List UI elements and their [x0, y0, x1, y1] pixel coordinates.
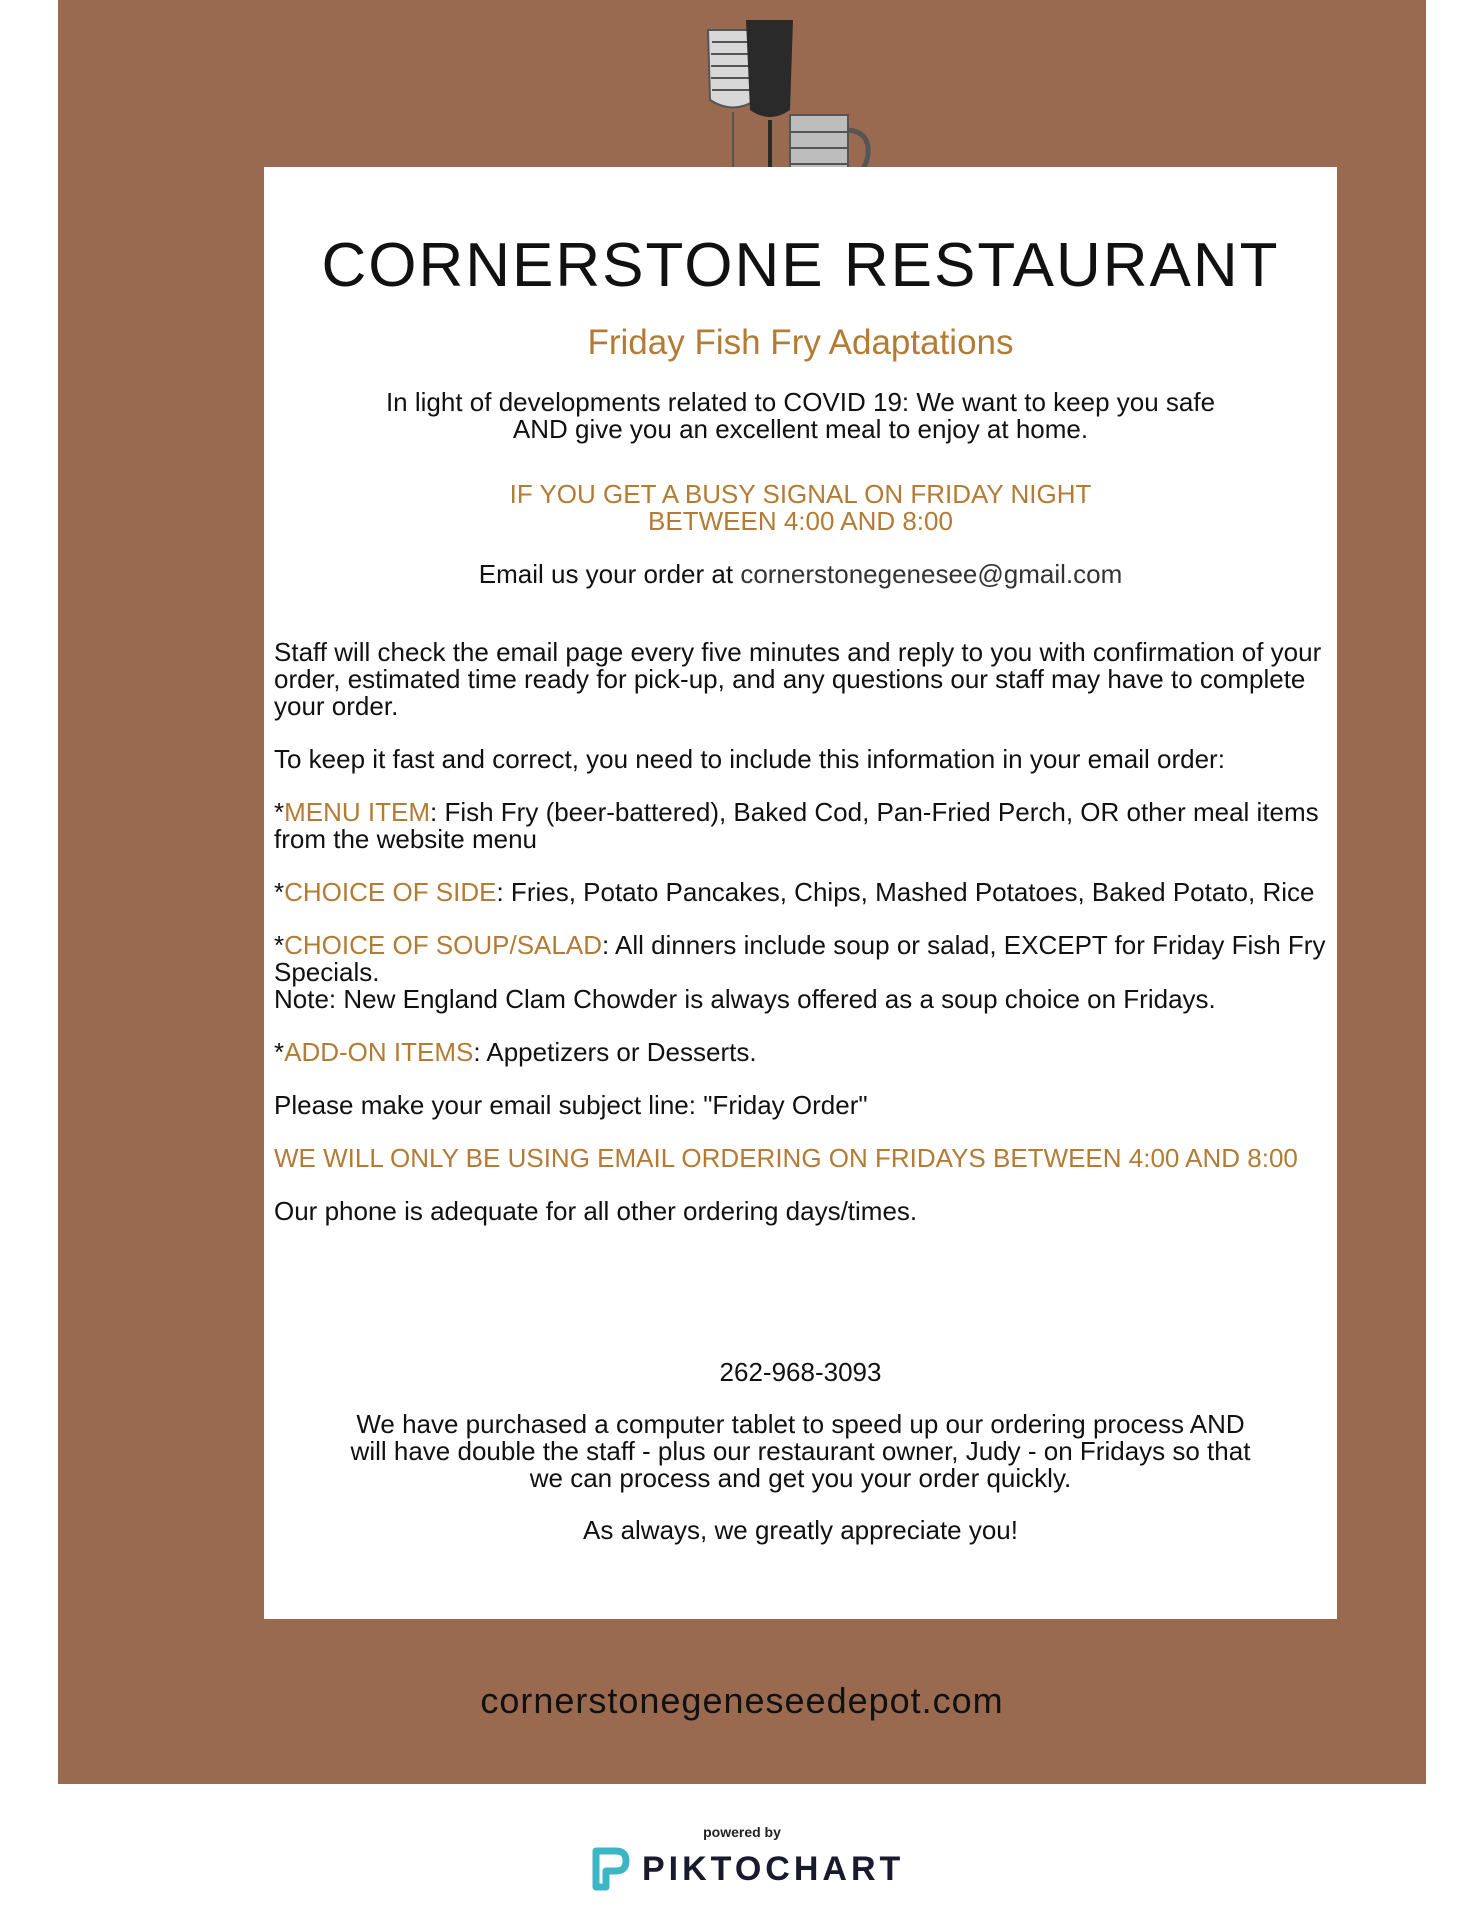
closing-line: will have double the staff - plus our restaurant owner, Judy - on Fridays so that	[350, 1436, 1251, 1466]
thanks-text: As always, we greatly appreciate you!	[583, 1515, 1018, 1545]
email-only-notice: WE WILL ONLY BE USING EMAIL ORDERING ON FRIDAYS BETWEEN 4:00 AND 8:00	[274, 1143, 1298, 1173]
busy-line: BETWEEN 4:00 AND 8:00	[648, 506, 953, 536]
side-paragraph: *CHOICE OF SIDE: Fries, Potato Pancakes, Chips, Mashed Potatoes, Baked Potato, Rice	[274, 877, 1315, 907]
soup-label: CHOICE OF SOUP/SALAD	[284, 930, 602, 960]
intro-text	[304, 389, 1297, 443]
content-card	[264, 167, 1337, 1619]
menu-item-text: : Fish Fry (beer-battered), Baked Cod, Pan-Fried Perch, OR other meal items from the website menu	[274, 797, 1319, 854]
email-line	[264, 559, 1337, 589]
website-link[interactable]: cornerstonegeneseedepot.com	[480, 1680, 1004, 1721]
soup-note: Note: New England Clam Chowder is always offered as a soup choice on Fridays.	[274, 984, 1216, 1014]
busy-line: IF YOU GET A BUSY SIGNAL ON FRIDAY NIGHT	[509, 479, 1092, 509]
instructions	[274, 639, 1331, 1251]
page-title: CORNERSTONE RESTAURANT	[321, 231, 1280, 300]
closing-line: We have purchased a computer tablet to speed up our ordering process AND	[356, 1409, 1245, 1439]
subject-paragraph: Please make your email subject line: "Friday Order"	[274, 1090, 868, 1120]
phone-number[interactable]: 262-968-3093	[719, 1357, 882, 1387]
subtitle: Friday Fish Fry Adaptations	[587, 323, 1014, 362]
poster-background	[58, 0, 1426, 1784]
closing-line: we can process and get you your order quickly.	[529, 1463, 1072, 1493]
powered-by-text: powered by	[703, 1824, 781, 1840]
closing-paragraph	[284, 1411, 1317, 1492]
piktochart-logo[interactable]	[592, 1846, 904, 1892]
email-prefix: Email us your order at	[478, 559, 734, 589]
soup-paragraph: *CHOICE OF SOUP/SALAD: All dinners include soup or salad, EXCEPT for Friday Fish Fry Specials. Note: New England Clam Chowder is always offered as a soup choice on Fridays.	[274, 930, 1326, 1014]
intro-line: In light of developments related to COVID 19: We want to keep you safe	[385, 387, 1216, 417]
busy-signal-notice	[304, 481, 1297, 535]
intro-line: AND give you an excellent meal to enjoy at home.	[512, 414, 1089, 444]
menu-item-paragraph: *MENU ITEM: Fish Fry (beer-battered), Baked Cod, Pan-Fried Perch, OR other meal items from the website menu	[274, 797, 1319, 854]
addon-text: : Appetizers or Desserts.	[473, 1037, 757, 1067]
addon-paragraph: *ADD-ON ITEMS: Appetizers or Desserts.	[274, 1037, 757, 1067]
soup-text: : All dinners include soup or salad, EXCEPT for Friday Fish Fry Specials.	[274, 930, 1326, 987]
keep-fast-paragraph: To keep it fast and correct, you need to include this information in your email order:	[274, 744, 1225, 774]
menu-item-label: MENU ITEM	[284, 797, 431, 827]
phone-note: Our phone is adequate for all other ordering days/times.	[274, 1196, 918, 1226]
side-label: CHOICE OF SIDE	[284, 877, 497, 907]
addon-label: ADD-ON ITEMS	[284, 1037, 474, 1067]
email-address-link[interactable]: cornerstonegenesee@gmail.com	[740, 559, 1123, 589]
side-text: : Fries, Potato Pancakes, Chips, Mashed Potatoes, Baked Potato, Rice	[496, 877, 1315, 907]
piktochart-logo-icon	[592, 1847, 630, 1891]
piktochart-brand: PIKTOCHART	[642, 1849, 905, 1888]
staff-paragraph: Staff will check the email page every five minutes and reply to you with confirmation of your order, estimated time ready for pick-up, and any questions our staff may have to complete your order.	[274, 637, 1322, 721]
